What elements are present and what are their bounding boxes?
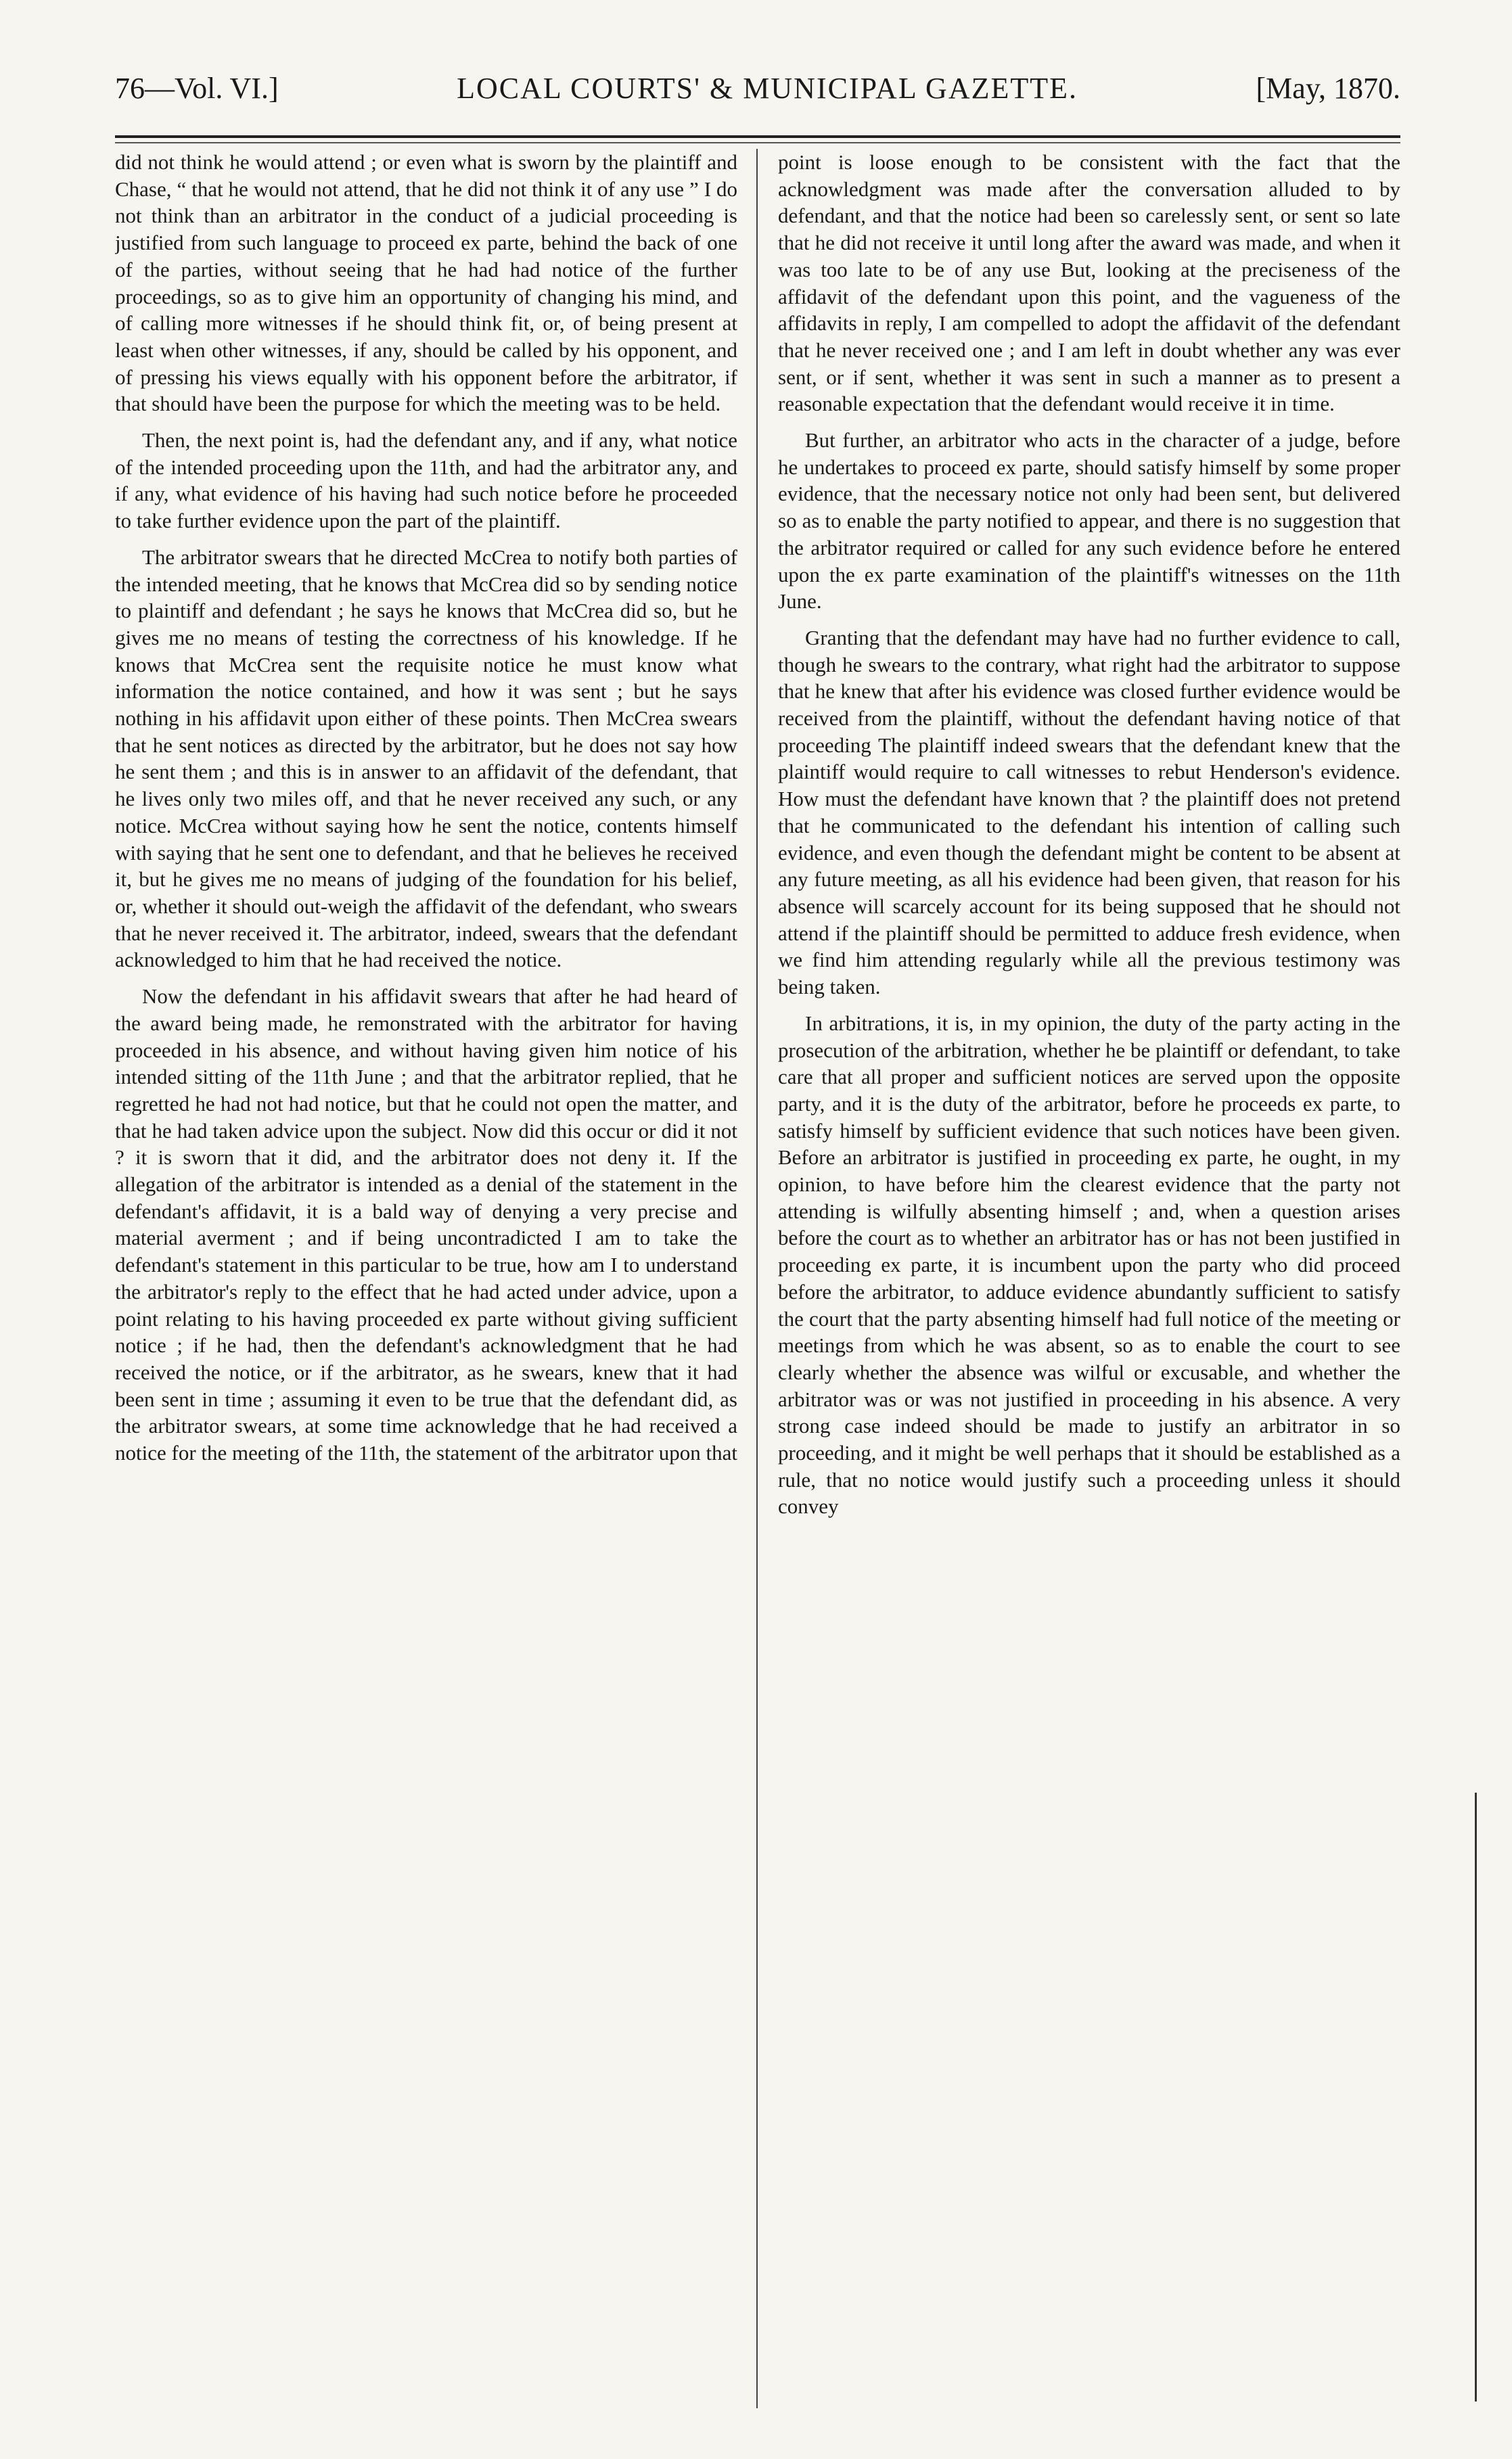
page-edge-line [1475, 1793, 1477, 2401]
page-header [115, 47, 1400, 129]
header-rule-thin [115, 142, 1400, 143]
header-title: LOCAL COURTS' & MUNICIPAL GAZETTE. [457, 71, 1078, 105]
left-paragraph-3: The arbitrator swears that he directed McCrea to notify both parties of the intended meeting, that he knows that McCrea did so by sending notice to plaintiff and defendant ; he says he knows that McCrea did so, but he gives me no means of testing the correctness of his knowledge. If he knows that McCrea sent the requisite notice he must know what information the notice contained, and how it was sent ; but he says nothing in his affidavit upon either of these points. Then McCrea swears that he sent notices as directed by the arbitrator, but he does not say how he sent them ; and this is in answer to an affidavit of the defendant, that he lives only two miles off, and that he never received any such, or any notice. McCrea without saying how he sent the notice, contents himself with saying that he sent one to defendant, and that he believes he received it, but he gives me no means of judging of the foundation for his belief, or, whether it should out-weigh the affidavit of the defendant, who swears that he never received it. The arbitrator, indeed, swears that the defendant acknowledged to him that he had received the notice. [115, 545, 737, 972]
header-date: [May, 1870. [1256, 71, 1400, 105]
header-volume: 76—Vol. VI.] [115, 71, 279, 105]
left-paragraph-4: Now the defendant in his affidavit swears that after he had heard of the award being made, he remonstrated with the arbitrator for having proceeded in his absence, and without having given him notice of his intended sitting of the 11th June ; and that the arbitrator replied, that he regretted he had not had notice, but that he could not open the matter, and that he had taken advice upon the subject. Now did this occur or did it not ? it is sworn that it did, and the arbitrator does not deny it. If the allegation of the arbitrator is intended as a denial of the statement in the defendant's affidavit, it is a bald way of denying a very precise and material averment ; and if being uncontradicted I am to take the defendant's statement in this particular to be true, how am I to understand the arbitrator's reply to the effect that he had acted under advice, upon a point relating to his having proceeded ex parte without giving sufficient notice ; if he had, then the defendant's acknowledgment that he had received the notice, or if the arbitrator, as he swears, knew that it had been sent in time ; assuming it even to be true that the defendant did, as the arbitrator swears, at some time acknowledge that he had received a notice for the meeting of the 11th, the statement of the arbitrator upon that [115, 984, 737, 1465]
left-paragraph-2: Then, the next point is, had the defendant any, and if any, what notice of the intended proceeding upon the 11th, and had the arbitrator any, and if any, what evidence of his having had such notice before he proceeded to take further evidence upon the part of the plaintiff. [115, 428, 737, 533]
column-divider [756, 149, 758, 2408]
header-rule [115, 135, 1400, 138]
left-paragraph-1: did not think he would attend ; or even what is sworn by the plaintiff and Chase, “ that he would not attend, that he did not think it of any use ” I do not think than an arbitrator in the conduct of a judicial proceeding is justified from such language to proceed ex parte, behind the back of one of the parties, without seeing that he had had notice of the further proceedings, so as to give him an opportunity of changing his mind, and of calling more witnesses if he should think fit, or, of being present at least when other witnesses, if any, should be called by his opponent, and of pressing his views equally with his opponent before the arbitrator, if that should have been the purpose for which the meeting was to be held. [115, 150, 737, 416]
left-column [115, 149, 737, 2422]
right-paragraph-3: Granting that the defendant may have had no further evidence to call, though he swears to the contrary, what right had the arbitrator to suppose that he knew that after his evidence was closed further evidence would be received from the plaintiff, without the defendant having notice of that proceeding The plaintiff indeed swears that the defendant knew that the plaintiff would require to call witnesses to rebut Henderson's evidence. How must the defendant have known that ? the plaintiff does not pretend that he communicated to the defendant his intention of calling such evidence, and even though the defendant might be content to be absent at any future meeting, as all his evidence had been given, that reason for his absence will scarcely account for its being supposed that he should not attend if the plaintiff should be permitted to adduce fresh evidence, when we find him attending regularly while all the previous testimony was being taken. [778, 625, 1400, 999]
right-paragraph-2: But further, an arbitrator who acts in the character of a judge, before he undertakes to proceed ex parte, should satisfy himself by some proper evidence, that the necessary notice not only had been sent, but delivered so as to enable the party notified to appear, and there is no suggestion that the arbitrator required or called for any such evidence before he entered upon the ex parte examination of the plaintiff's witnesses on the 11th June. [778, 428, 1400, 614]
gazette-page [115, 47, 1400, 2429]
right-column [778, 149, 1400, 2422]
right-paragraph-4: In arbitrations, it is, in my opinion, the duty of the party acting in the prosecution of the arbitration, whether he be plaintiff or defendant, to take care that all proper and sufficient notices are served upon the opposite party, and it is the duty of the arbitrator, before he proceeds ex parte, to satisfy himself by sufficient evidence that such notices have been given. Before an arbitrator is justified in proceeding ex parte, he ought, in my opinion, to have before him the clearest evidence that the party not attending is wilfully absenting himself ; and, when a question arises before the court as to whether an arbitrator has or has not been justified in proceeding ex parte, it is incumbent upon the party who did proceed before the arbitrator, to adduce evidence abundantly sufficient to satisfy the court that the party absenting himself had full notice of the meeting or meetings from which he was absent, so as to enable the court to see clearly whether the absence was wilful or excusable, and whether the arbitrator was or was not justified in proceeding in his absence. A very strong case indeed should be made to justify an arbitrator in so proceeding, and it might be well perhaps that it should be established as a rule, that no notice would justify such a proceeding unless it should convey [778, 1011, 1400, 1519]
right-paragraph-1: point is loose enough to be consistent with the fact that the acknowledgment was made after the conversation alluded to by defendant, and that the notice had been so carelessly sent, or sent so late that he did not receive it until long after the award was made, and when it was too late to be of any use But, looking at the preciseness of the affidavit of the defendant upon this point, and the vagueness of the affidavits in reply, I am compelled to adopt the affidavit of the defendant that he never received one ; and I am left in doubt whether any was ever sent, or if sent, whether it was sent in such a manner as to present a reasonable expectation that the defendant would receive it in time. [778, 150, 1400, 416]
